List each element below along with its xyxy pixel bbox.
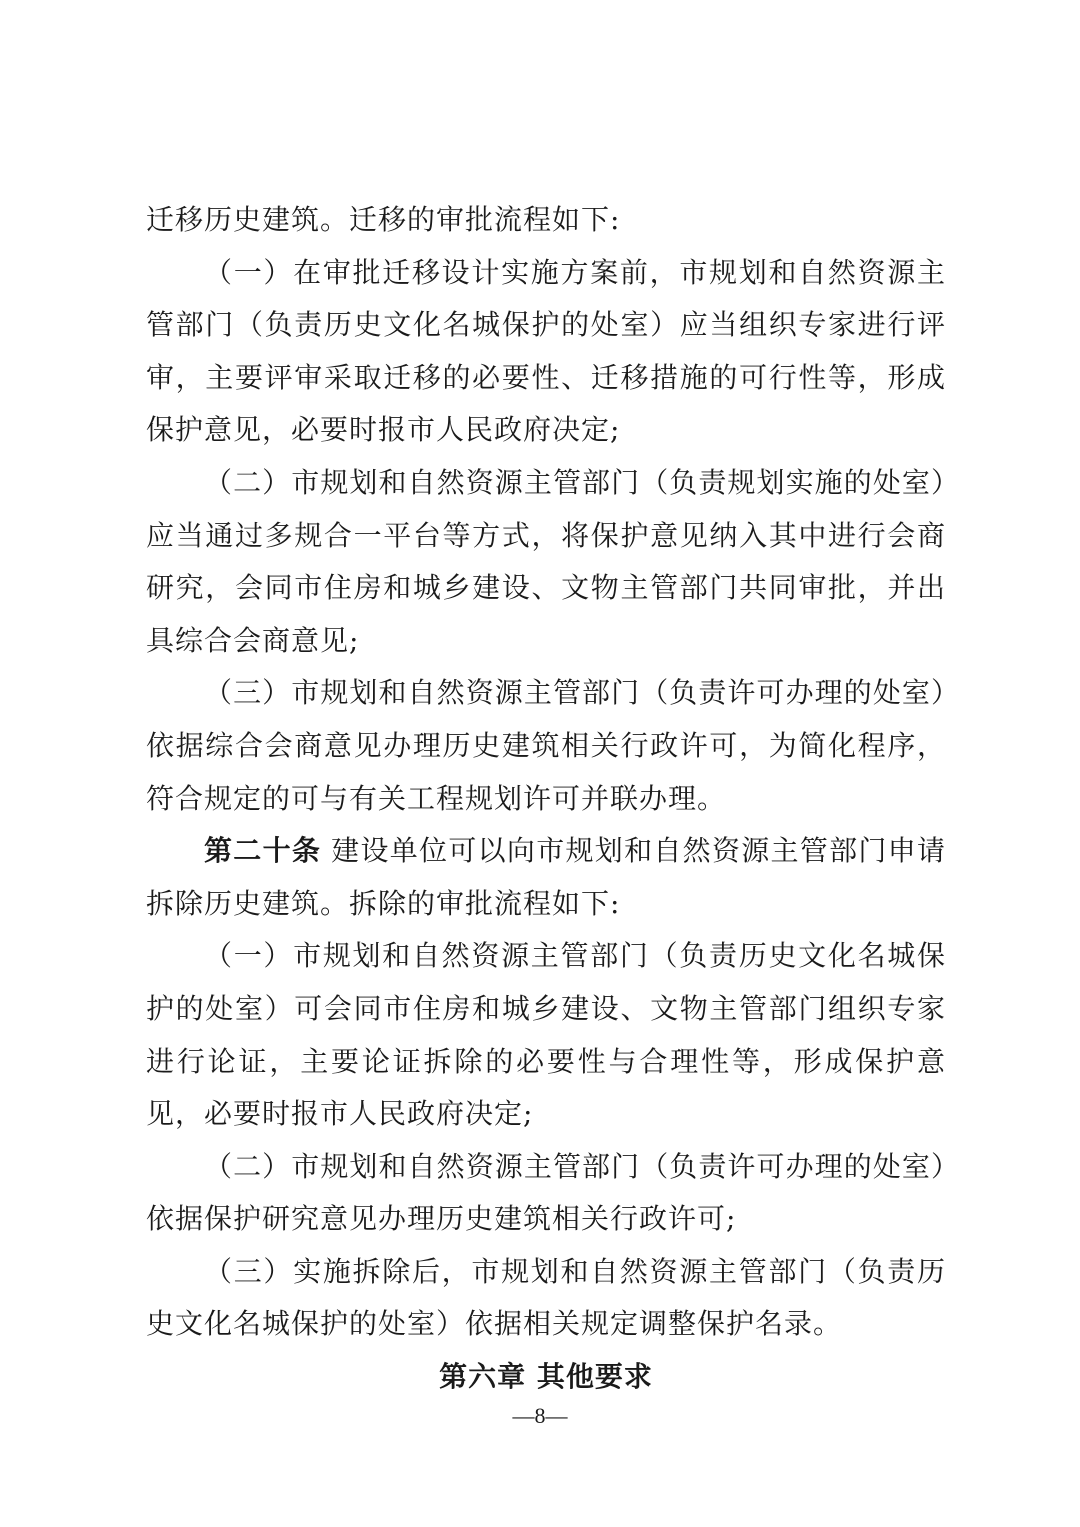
article-number: 第二十条 [204, 834, 322, 868]
paragraph-text: （二）市规划和自然资源主管部门（负责许可办理的处室）依据保护研究意见办理历史建筑相关行政许可; [146, 1149, 946, 1236]
paragraph-demolition-step-2 [146, 1141, 946, 1246]
paragraph-text: （一）市规划和自然资源主管部门（负责历史文化名城保护的处室）可会同市住房和城乡建设、文物主管部门组织专家进行论证，主要论证拆除的必要性与合理性等，形成保护意见，必要时报市人民政府决定; [146, 939, 946, 1131]
paragraph-demolition-step-3 [146, 1246, 946, 1351]
paragraph-text: （三）市规划和自然资源主管部门（负责许可办理的处室）依据综合会商意见办理历史建筑相关行政许可，为简化程序，符合规定的可与有关工程规划许可并联办理。 [146, 676, 946, 815]
paragraph-migration-step-2 [146, 457, 946, 667]
paragraph-text: 迁移历史建筑。迁移的审批流程如下: [146, 203, 621, 236]
page-number: —8— [512, 1403, 568, 1428]
paragraph-text: （一）在审批迁移设计实施方案前，市规划和自然资源主管部门（负责历史文化名城保护的处室）应当组织专家进行评审，主要评审采取迁移的必要性、迁移措施的可行性等，形成保护意见，必要时报市人民政府决定; [146, 255, 946, 447]
paragraph-text: （二）市规划和自然资源主管部门（负责规划实施的处室）应当通过多规合一平台等方式，将保护意见纳入其中进行会商研究，会同市住房和城乡建设、文物主管部门共同审批，并出具综合会商意见; [146, 465, 946, 657]
paragraph-migration-step-3 [146, 667, 946, 825]
chapter-heading: 第六章 其他要求 [439, 1360, 653, 1394]
document-body [146, 194, 946, 1404]
paragraph-article-20 [146, 825, 946, 930]
paragraph-migration-intro [146, 194, 946, 247]
paragraph-migration-step-1 [146, 247, 946, 457]
paragraph-text: （三）实施拆除后，市规划和自然资源主管部门（负责历史文化名城保护的处室）依据相关规定调整保护名录。 [146, 1254, 946, 1341]
paragraph-demolition-step-1 [146, 930, 946, 1140]
paragraph-text: 建设单位可以向市规划和自然资源主管部门申请拆除历史建筑。拆除的审批流程如下: [146, 834, 946, 920]
